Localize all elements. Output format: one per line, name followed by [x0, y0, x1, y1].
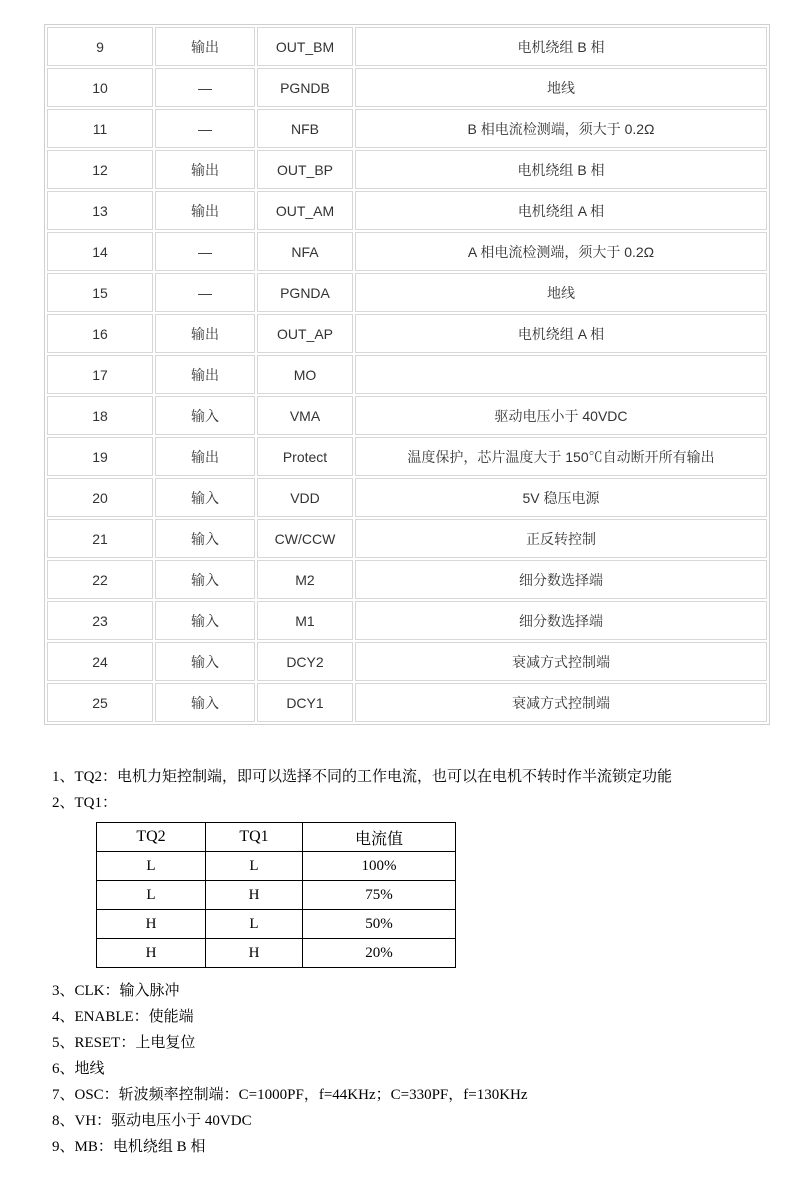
pin-description-cell: 衰减方式控制端	[355, 683, 767, 722]
pin-description-cell: 地线	[355, 68, 767, 107]
pin-direction-cell: 输出	[155, 27, 255, 66]
pin-direction-cell: 输入	[155, 560, 255, 599]
pin-number-cell: 17	[47, 355, 153, 394]
pin-table-row	[47, 560, 767, 599]
pin-table-row	[47, 150, 767, 189]
pin-table-row	[47, 232, 767, 271]
pin-name-cell: OUT_AP	[257, 314, 353, 353]
pin-direction-cell: 输入	[155, 642, 255, 681]
tq-table-row	[97, 910, 456, 939]
pin-table-row	[47, 642, 767, 681]
pin-number-cell: 21	[47, 519, 153, 558]
note-2: 2、TQ1：	[52, 795, 117, 811]
pin-name-cell: DCY2	[257, 642, 353, 681]
pin-direction-cell: —	[155, 68, 255, 107]
pin-table-row	[47, 478, 767, 517]
pin-direction-cell: 输入	[155, 478, 255, 517]
pin-description-cell: B 相电流检测端，须大于 0.2Ω	[355, 109, 767, 148]
notes-section	[52, 764, 782, 1160]
pin-table-body	[47, 27, 767, 722]
pin-name-cell: VDD	[257, 478, 353, 517]
tq-header-tq1: TQ1	[206, 823, 303, 852]
pin-description-cell: 细分数选择端	[355, 601, 767, 640]
pin-number-cell: 25	[47, 683, 153, 722]
pin-table-row	[47, 683, 767, 722]
current-value-cell: 50%	[303, 910, 456, 939]
pin-table-row	[47, 273, 767, 312]
pin-table-row	[47, 519, 767, 558]
pin-name-cell: Protect	[257, 437, 353, 476]
pin-table	[44, 24, 770, 725]
pin-name-cell: VMA	[257, 396, 353, 435]
note-3: 3、CLK：输入脉冲	[52, 983, 180, 999]
pin-table-row	[47, 437, 767, 476]
current-value-cell: 75%	[303, 881, 456, 910]
current-value-cell: 100%	[303, 852, 456, 881]
pin-direction-cell: 输出	[155, 150, 255, 189]
tq2-value-cell: L	[97, 852, 206, 881]
pin-number-cell: 22	[47, 560, 153, 599]
pin-direction-cell: 输入	[155, 683, 255, 722]
tq1-value-cell: H	[206, 939, 303, 968]
pin-description-cell: 5V 稳压电源	[355, 478, 767, 517]
note-9: 9、MB：电机绕组 B 相	[52, 1139, 206, 1155]
note-5: 5、RESET：上电复位	[52, 1035, 196, 1051]
pin-description-cell: 衰减方式控制端	[355, 642, 767, 681]
pin-description-cell: 电机绕组 B 相	[355, 27, 767, 66]
pin-name-cell: MO	[257, 355, 353, 394]
pin-description-cell: A 相电流检测端，须大于 0.2Ω	[355, 232, 767, 271]
pin-number-cell: 19	[47, 437, 153, 476]
pin-direction-cell: 输入	[155, 396, 255, 435]
tq-current-table	[96, 822, 456, 968]
pin-name-cell: OUT_AM	[257, 191, 353, 230]
pin-direction-cell: 输出	[155, 314, 255, 353]
tq-table-row	[97, 939, 456, 968]
pin-table-row	[47, 601, 767, 640]
pin-number-cell: 24	[47, 642, 153, 681]
current-value-cell: 20%	[303, 939, 456, 968]
pin-table-row	[47, 109, 767, 148]
pin-number-cell: 18	[47, 396, 153, 435]
pin-description-cell: 正反转控制	[355, 519, 767, 558]
note-1: 1、TQ2：电机力矩控制端，即可以选择不同的工作电流，也可以在电机不转时作半流锁定功能	[52, 769, 672, 785]
pin-table-row	[47, 68, 767, 107]
pin-table-row	[47, 27, 767, 66]
pin-name-cell: OUT_BM	[257, 27, 353, 66]
pin-name-cell: M1	[257, 601, 353, 640]
pin-description-cell: 电机绕组 B 相	[355, 150, 767, 189]
pin-number-cell: 23	[47, 601, 153, 640]
pin-number-cell: 12	[47, 150, 153, 189]
pin-name-cell: M2	[257, 560, 353, 599]
pin-direction-cell: 输出	[155, 191, 255, 230]
tq-header-current: 电流值	[303, 823, 456, 852]
pin-name-cell: NFA	[257, 232, 353, 271]
tq1-value-cell: L	[206, 910, 303, 939]
pin-direction-cell: —	[155, 273, 255, 312]
note-8: 8、VH：驱动电压小于 40VDC	[52, 1113, 252, 1129]
pin-name-cell: NFB	[257, 109, 353, 148]
tq1-value-cell: L	[206, 852, 303, 881]
pin-description-cell	[355, 355, 767, 394]
pin-number-cell: 10	[47, 68, 153, 107]
pin-number-cell: 9	[47, 27, 153, 66]
note-6: 6、地线	[52, 1061, 105, 1077]
pin-direction-cell: —	[155, 232, 255, 271]
pin-table-row	[47, 396, 767, 435]
pin-name-cell: DCY1	[257, 683, 353, 722]
tq2-value-cell: L	[97, 881, 206, 910]
pin-number-cell: 16	[47, 314, 153, 353]
pin-number-cell: 14	[47, 232, 153, 271]
pin-name-cell: PGNDA	[257, 273, 353, 312]
tq-table-row	[97, 881, 456, 910]
pin-description-cell: 电机绕组 A 相	[355, 191, 767, 230]
pin-description-cell: 电机绕组 A 相	[355, 314, 767, 353]
tq-table-header-row	[97, 823, 456, 852]
pin-direction-cell: 输出	[155, 437, 255, 476]
tq2-value-cell: H	[97, 910, 206, 939]
tq-table-row	[97, 852, 456, 881]
pin-name-cell: PGNDB	[257, 68, 353, 107]
pin-table-row	[47, 355, 767, 394]
pin-name-cell: CW/CCW	[257, 519, 353, 558]
pin-description-cell: 细分数选择端	[355, 560, 767, 599]
tq-table-body	[97, 852, 456, 968]
pin-number-cell: 20	[47, 478, 153, 517]
pin-table-row	[47, 314, 767, 353]
pin-name-cell: OUT_BP	[257, 150, 353, 189]
pin-number-cell: 13	[47, 191, 153, 230]
pin-direction-cell: 输入	[155, 519, 255, 558]
pin-number-cell: 15	[47, 273, 153, 312]
note-4: 4、ENABLE：使能端	[52, 1009, 194, 1025]
tq1-value-cell: H	[206, 881, 303, 910]
pin-description-cell: 地线	[355, 273, 767, 312]
pin-description-cell: 温度保护，芯片温度大于 150℃自动断开所有输出	[355, 437, 767, 476]
pin-direction-cell: —	[155, 109, 255, 148]
tq2-value-cell: H	[97, 939, 206, 968]
pin-direction-cell: 输出	[155, 355, 255, 394]
pin-number-cell: 11	[47, 109, 153, 148]
pin-description-cell: 驱动电压小于 40VDC	[355, 396, 767, 435]
tq-header-tq2: TQ2	[97, 823, 206, 852]
pin-table-row	[47, 191, 767, 230]
note-7: 7、OSC：斩波频率控制端：C=1000PF，f=44KHz；C=330PF，f=130KHz	[52, 1087, 528, 1103]
pin-direction-cell: 输入	[155, 601, 255, 640]
